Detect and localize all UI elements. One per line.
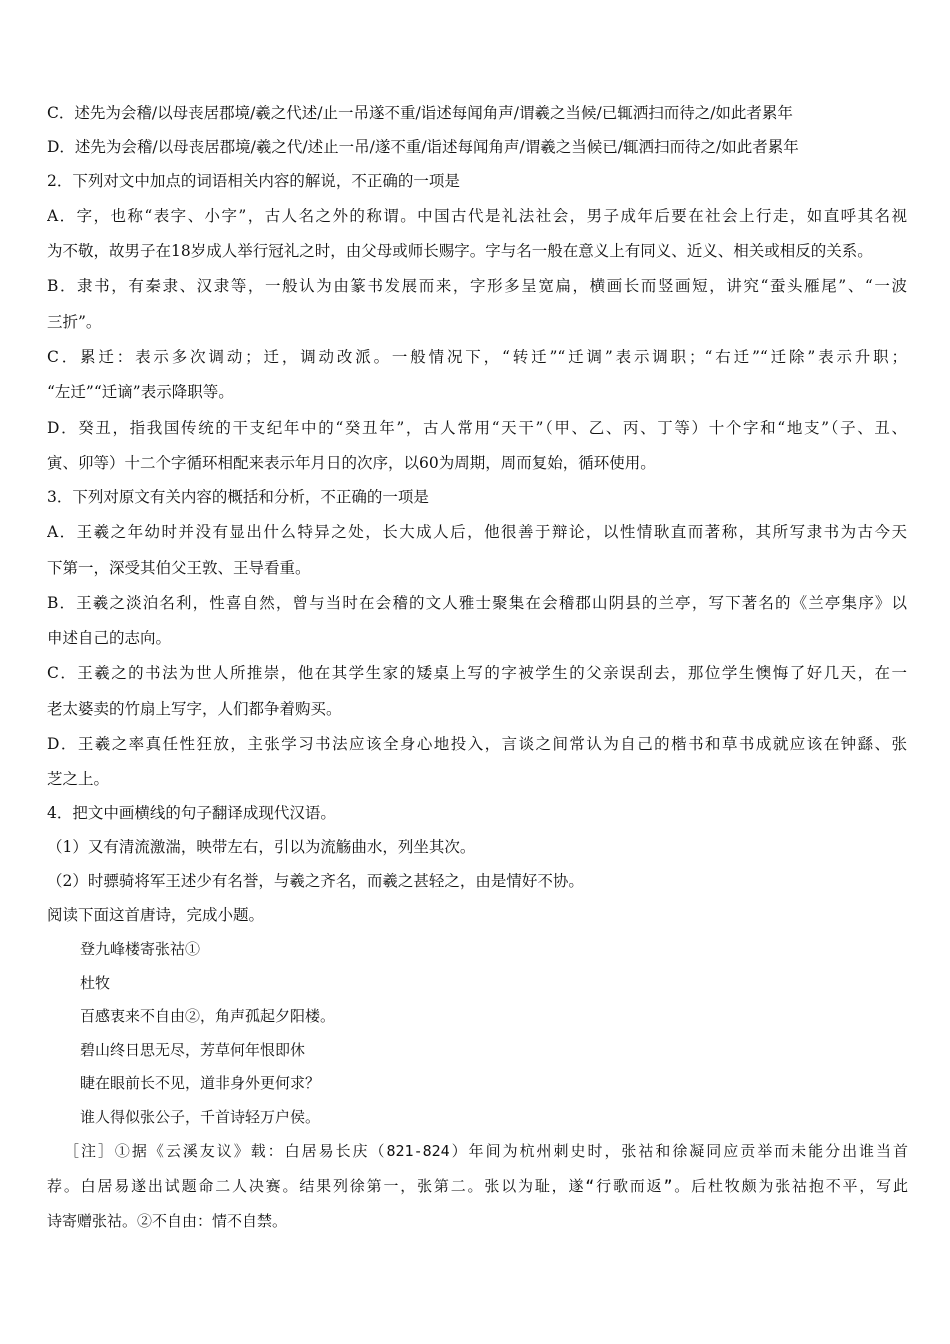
q2-option-d-line1: D．癸丑，指我国传统的干支纪年中的“癸丑年”，古人常用“天干”（甲、乙、丙、丁等）十个字和“地支”（子、丑、: [47, 419, 907, 437]
q3-option-b-line2: 申述自己的志向。: [47, 629, 172, 647]
q4-stem: 4．把文中画横线的句子翻译成现代汉语。: [47, 804, 336, 822]
q3-option-d-line1: D．王羲之率真任性狂放，主张学习书法应该全身心地投入，言谈之间常认为自己的楷书和草书成就应该在钟繇、张: [47, 735, 907, 753]
poem-line-1: 百感衷来不自由②，角声孤起夕阳楼。: [80, 1007, 336, 1025]
poem-author: 杜牧: [80, 974, 111, 992]
q3-option-a-line2: 下第一，深受其伯父王敦、王导看重。: [47, 559, 311, 577]
q3-option-d-line2: 芝之上。: [47, 770, 110, 788]
poem-note-line1: ［注］①据《云溪友议》载：白居易长庆（821-824）年间为杭州刺史时，张祜和徐凝同应贡举而未能分出谁当首: [64, 1142, 908, 1160]
q2-stem: 2．下列对文中加点的词语相关内容的解说，不正确的一项是: [47, 172, 460, 190]
q2-option-c-line2: “左迁”“迁谪”表示降职等。: [47, 383, 234, 401]
q2-option-b-line1: B．隶书，有秦隶、汉隶等，一般认为由篆书发展而来，字形多呈宽扁，横画长而竖画短，讲究“蚕头雁尾”、“一波: [47, 277, 907, 295]
q2-option-a-line1: A．字，也称“表字、小字”，古人名之外的称谓。中国古代是礼法社会，男子成年后要在社会上行走，如直呼其名视: [47, 207, 907, 225]
poem-line-2: 碧山终日思无尽，芳草何年恨即休: [80, 1041, 306, 1059]
q2-option-a-line2: 为不敬，故男子在18岁成人举行冠礼之时，由父母或师长赐字。字与名一般在意义上有同义、近义、相关或相反的关系。: [47, 242, 873, 260]
q1-option-c: C．述先为会稽/以母丧居郡境/羲之代述/止一吊遂不重/诣述每闻角声/谓羲之当候/已辄洒扫而待之/如此者累年: [47, 104, 793, 122]
poem-intro: 阅读下面这首唐诗，完成小题。: [47, 906, 265, 924]
q2-option-d-line2: 寅、卯等）十二个字循环相配来表示年月日的次序，以60为周期，周而复始，循环使用。: [47, 454, 656, 472]
q2-option-b-line2: 三折”。: [47, 313, 102, 331]
q4-item-2: （2）时骠骑将军王述少有名誉，与羲之齐名，而羲之甚轻之，由是情好不协。: [47, 872, 584, 890]
q2-option-c-line1: C．累迁：表示多次调动；迁，调动改派。一般情况下，“转迁”“迁调”表示调职；“右迁”“迁除”表示升职；: [47, 348, 907, 366]
poem-line-4: 谁人得似张公子，千首诗轻万户侯。: [80, 1108, 321, 1126]
poem-title: 登九峰楼寄张祜①: [80, 940, 201, 958]
q1-option-d: D．述先为会稽/以母丧居郡境/羲之代/述止一吊/遂不重/诣述每闻角声/谓羲之当候已/辄洒扫而待之/如此者累年: [47, 138, 799, 156]
poem-note-line2: 荐。白居易遂出试题命二人决赛。结果列徐第一，张第二。张以为耻，遂“行歌而返”。后杜牧颇为张祜抱不平，写此: [47, 1177, 908, 1195]
q3-option-c-line2: 老太婆卖的竹扇上写字，人们都争着购买。: [47, 700, 342, 718]
q4-item-1: （1）又有清流激湍，映带左右，引以为流觞曲水，列坐其次。: [47, 838, 476, 856]
q3-option-c-line1: C．王羲之的书法为世人所推崇，他在其学生家的矮桌上写的字被学生的父亲误刮去，那位学生懊悔了好几天，在一: [47, 664, 907, 682]
q3-stem: 3．下列对原文有关内容的概括和分析，不正确的一项是: [47, 488, 429, 506]
q3-option-b-line1: B．王羲之淡泊名利，性喜自然，曾与当时在会稽的文人雅士聚集在会稽郡山阴县的兰亭，写下著名的《兰亭集序》以: [47, 594, 907, 612]
poem-note-line3: 诗寄赠张祜。②不自由：情不自禁。: [47, 1212, 288, 1230]
q3-option-a-line1: A．王羲之年幼时并没有显出什么特异之处，长大成人后，他很善于辩论，以性情耿直而著称，其所写隶书为古今天: [47, 523, 907, 541]
poem-line-3: 睫在眼前长不见，道非身外更何求？: [80, 1074, 321, 1092]
